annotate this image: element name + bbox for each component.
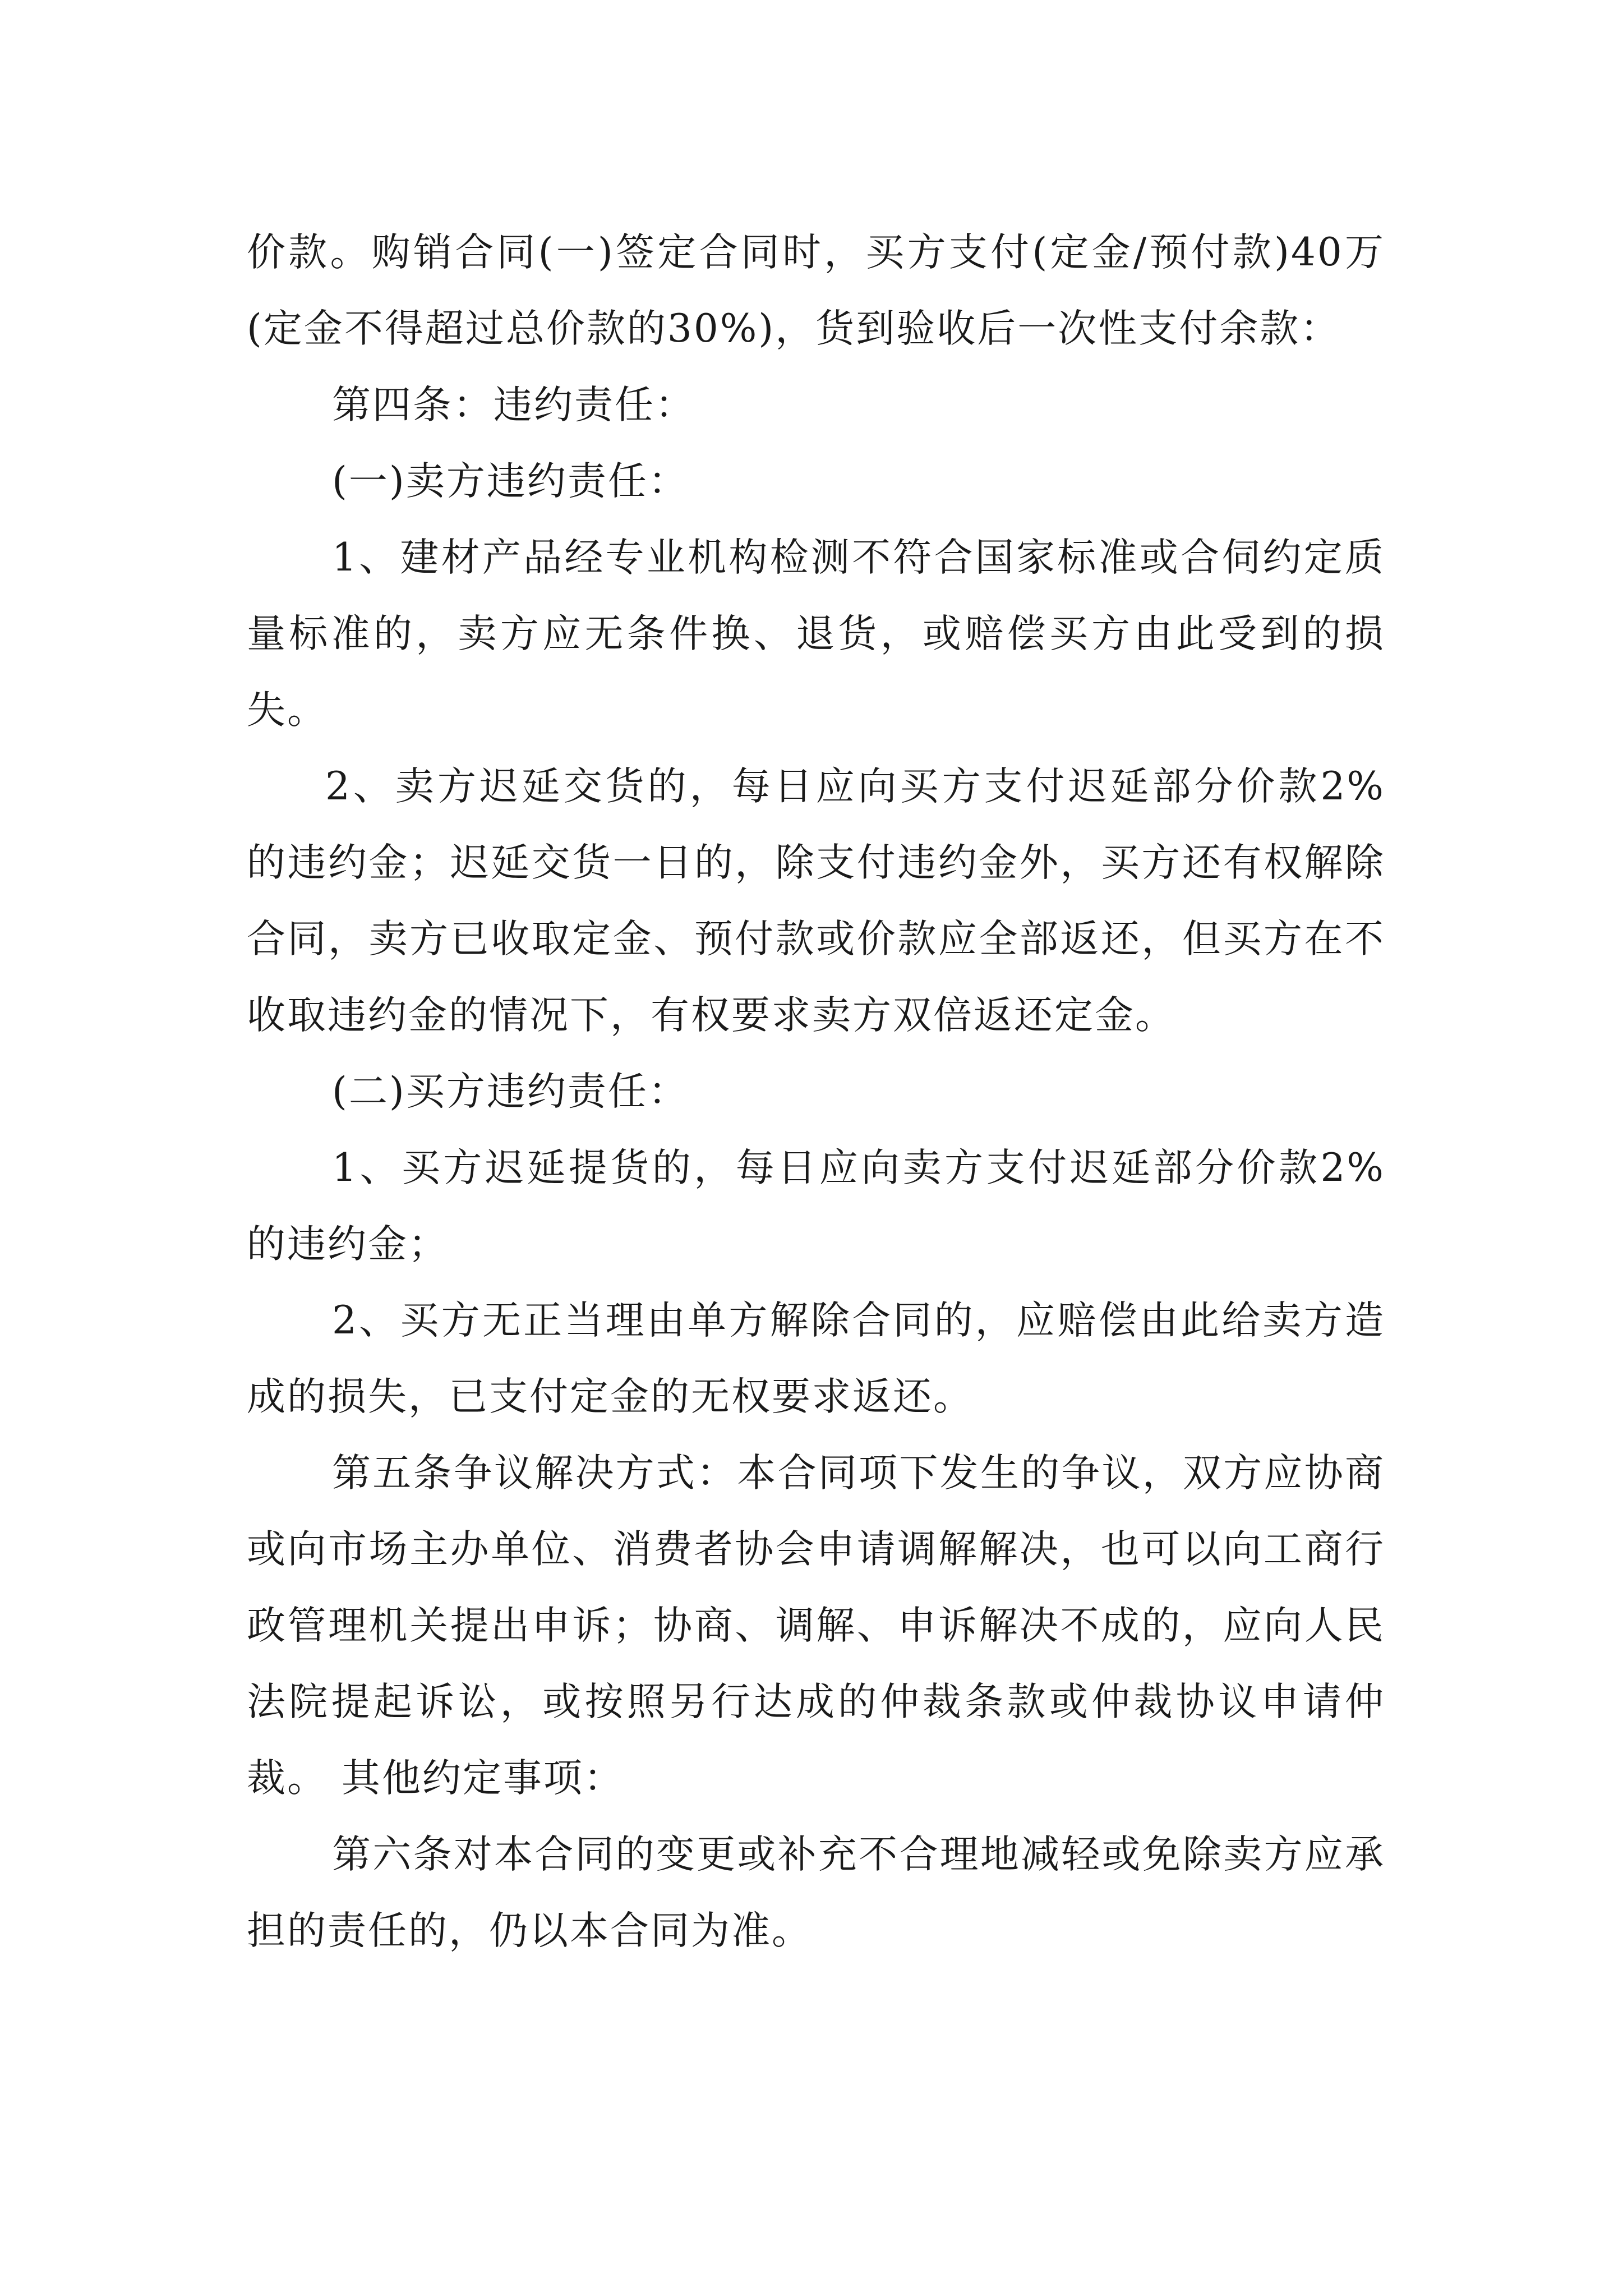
document-body [247,214,1385,1969]
paragraph-seller-clause-2: 2、卖方迟延交货的，每日应向买方支付迟延部分价款2%的违约金；迟延交货一日的，除支付违约金外，买方还有权解除合同，卖方已收取定金、预付款或价款应全部返还，但买方在不收取违约金的情况下，有权要求卖方双倍返还定金。 [247,764,1385,1038]
paragraph-seller-clause-1: 1、建材产品经专业机构检测不符合国家标准或合伺约定质量标准的，卖方应无条件换、退货，或赔偿买方由此受到的损失。 [247,535,1385,733]
paragraph-payment-terms: 价款。购销合同(一)签定合同时，买方支付(定金/预付款)40万(定金不得超过总价款的30%)，货到验收后一次性支付余款： [247,230,1385,351]
paragraph-buyer-clause-1: 1、买方迟延提货的，每日应向卖方支付迟延部分价款2%的违约金； [247,1145,1385,1267]
heading-seller-liability: (一)卖方违约责任： [332,459,689,504]
heading-article-4: 第四条：违约责任： [332,383,695,427]
paragraph-buyer-clause-2: 2、买方无正当理由单方解除合同的，应赔偿由此给卖方造成的损失，已支付定金的无权要求返还。 [247,1298,1385,1419]
paragraph-article-5: 第五条争议解决方式：本合同项下发生的争议，双方应协商或向市场主办单位、消费者协会申请调解解决，也可以向工商行政管理机关提出申诉；协商、调解、申诉解决不成的，应向人民法院提起诉讼，或按照另行达成的仲裁条款或仲裁协议申请仲裁。 其他约定事项： [247,1451,1385,1801]
heading-buyer-liability: (二)买方违约责任： [332,1069,689,1114]
paragraph-article-6: 第六条对本合同的变更或补充不合理地减轻或免除卖方应承担的责任的，仍以本合同为准。 [247,1832,1385,1953]
